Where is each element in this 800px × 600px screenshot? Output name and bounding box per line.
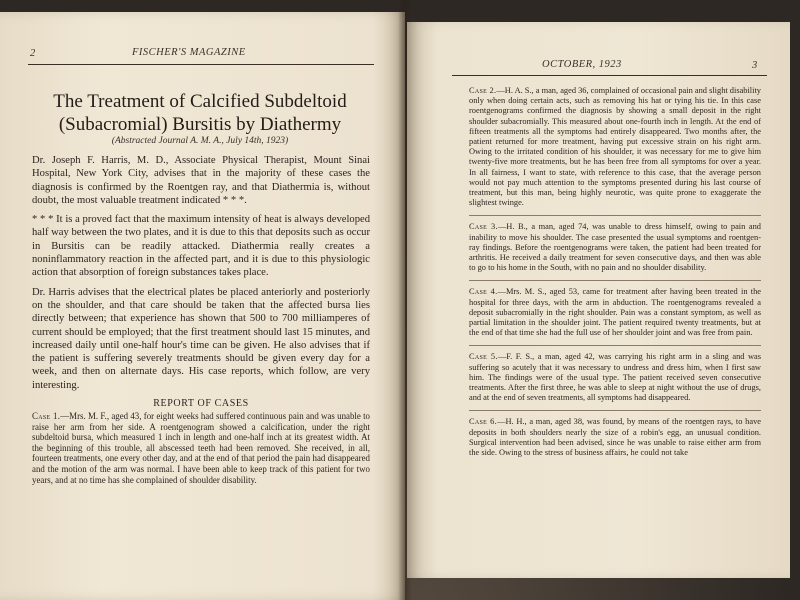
case-1-text: —Mrs. M. F., aged 43, for eight weeks had suffered continuous pain and was unable to raise her arm from her side. A roentgenogram showed a calcification, under the right subdeltoid bursa, which measured 1 inch in length and one-half inch at its greatest width. At the beginning of this trouble, all abscessed teeth had been removed. She received, in all, fourteen treatments, one every other day, and at the end of that period the pain had disappeared and the motion of the arm was normal. I have been able to keep track of this patient for two years, and at no time has she complained of shoulder disability. xyxy=(32,411,370,485)
case-5-text: —F. F. S., a man, aged 42, was carrying his right arm in a sling and was suffering so acutely that it was necessary to undress and dress him, when I first saw him. The findings were of the usual type. The patient received seven consecutive treatments. After the first three, he was able to sleep at night without the use of drugs, and at the end of seven treatments, all symptoms had disappeared. xyxy=(469,352,761,403)
case-4-text: —Mrs. M. S., aged 53, came for treatment after having been treated in the hospital for three days, with the arm in abduction. The roentgenograms revealed a deposit subacromially in the right shoulder. Pain was a constant symptom, as well as partial limitation in the shoulder joint. The patient required twenty treatments, but at the end of that time she had the full use of her shoulder joint and was free from pain. xyxy=(469,287,761,338)
case-6 xyxy=(469,417,761,458)
article-source: (Abstracted Journal A. M. A., July 14th, 1923) xyxy=(111,136,289,146)
report-heading: REPORT OF CASES xyxy=(153,398,249,410)
case-divider xyxy=(469,215,761,216)
left-page xyxy=(0,12,405,600)
case-6-text: —H. H., a man, aged 38, was found, by means of the roentgen rays, to have deposits in both shoulders nearly the size of a robin's egg, an unusual condition. Surgical intervention had been advised, since he was unable to raise either arm from the side. Owing to the stress of business affairs, he could not take xyxy=(469,417,761,458)
case-2-text: —H. A. S., a man, aged 36, complained of occasional pain and slight disability only when doing certain acts, such as removing his hat or tying his tie. In this case roentgenograms confirmed the diagnosis by showing a small deposit in the right shoulder subacromially. This measured about one-fourth inch in length. At the end of fifteen treatments all the symptoms had entirely disappeared. Two months after, the patient returned for more treatment, having put excessive strain on his right arm. Owing to the irritated condition of his shoulder, it was necessary for me to give him twenty-five more treatments, but he has been free from all symptoms for over a year. In all fairness, I want to state, with reference to this case, that the average person would not pay much attention to the symptoms presented during his last course of treatment, but this man, being highly neurotic, was quite prone to exaggerate the slightest twinge. xyxy=(469,86,761,208)
title-line-2: (Subacromial) Bursitis by Diathermy xyxy=(58,114,342,135)
title-line-1: The Treatment of Calcified Subdeltoid xyxy=(53,91,347,112)
paragraph-2: * * * It is a proved fact that the maximum intensity of heat is always developed half way between the two plates, and it is due to this that deposits such as occur in Bursitis can be readily attacked. Diathermia really creates a noninflammatory reaction in the affected part, and it is due to this physiologic action that absorption of foreign substances takes place. xyxy=(32,214,370,279)
case-5-label: Case 5. xyxy=(469,352,498,362)
case-divider xyxy=(469,410,761,411)
page-number-left: 2 xyxy=(30,48,36,59)
case-3 xyxy=(469,222,761,273)
case-divider xyxy=(469,345,761,346)
article-title xyxy=(30,90,370,136)
case-1 xyxy=(32,411,370,485)
case-4 xyxy=(469,287,761,338)
right-body xyxy=(469,86,761,458)
running-head-left: FISCHER'S MAGAZINE xyxy=(132,47,246,58)
left-body xyxy=(32,154,370,485)
header-rule-left xyxy=(28,64,374,65)
case-1-label: Case 1. xyxy=(32,411,61,422)
case-6-label: Case 6. xyxy=(469,417,498,427)
case-5 xyxy=(469,352,761,403)
case-4-label: Case 4. xyxy=(469,287,498,297)
paragraph-1: Dr. Joseph F. Harris, M. D., Associate Physical Therapist, Mount Sinai Hospital, New York City, advises that in the majority of these cases the diagnosis is confirmed by the Roentgen ray, and that Diathermia is, without doubt, the most valuable treatment indicated * * *. xyxy=(32,155,370,206)
page-number-right: 3 xyxy=(752,60,758,71)
header-rule-right xyxy=(452,75,767,76)
right-page xyxy=(407,22,790,578)
case-2 xyxy=(469,86,761,208)
case-3-label: Case 3. xyxy=(469,222,498,232)
case-2-label: Case 2. xyxy=(469,86,497,95)
case-divider xyxy=(469,280,761,281)
case-3-text: —H. B., a man, aged 74, was unable to dress himself, owing to pain and inability to move his shoulder. The case presented the usual symptoms and roentgen-ray findings. Before the roentgenograms were taken, the patient had been treated for arthritis. He received a daily treatment for seven consecutive days, and then was able to go to his home in the South, with no pain and no shoulder disability. xyxy=(469,222,761,273)
running-head-right: OCTOBER, 1923 xyxy=(542,59,622,70)
paragraph-3: Dr. Harris advises that the electrical plates be placed anteriorly and posteriorly on the shoulder, and that care should be taken that the affected bursa lies directly between; that experience has shown that 500 to 700 milliamperes of current should be employed; that the first treatment should last 15 minutes, and increased daily until one-half hour's time can be given. He also advises that if the patient is suffering severely treatments should be given every day for a week, and then on alternate days. His case reports, which follow, are very interesting. xyxy=(32,286,370,391)
